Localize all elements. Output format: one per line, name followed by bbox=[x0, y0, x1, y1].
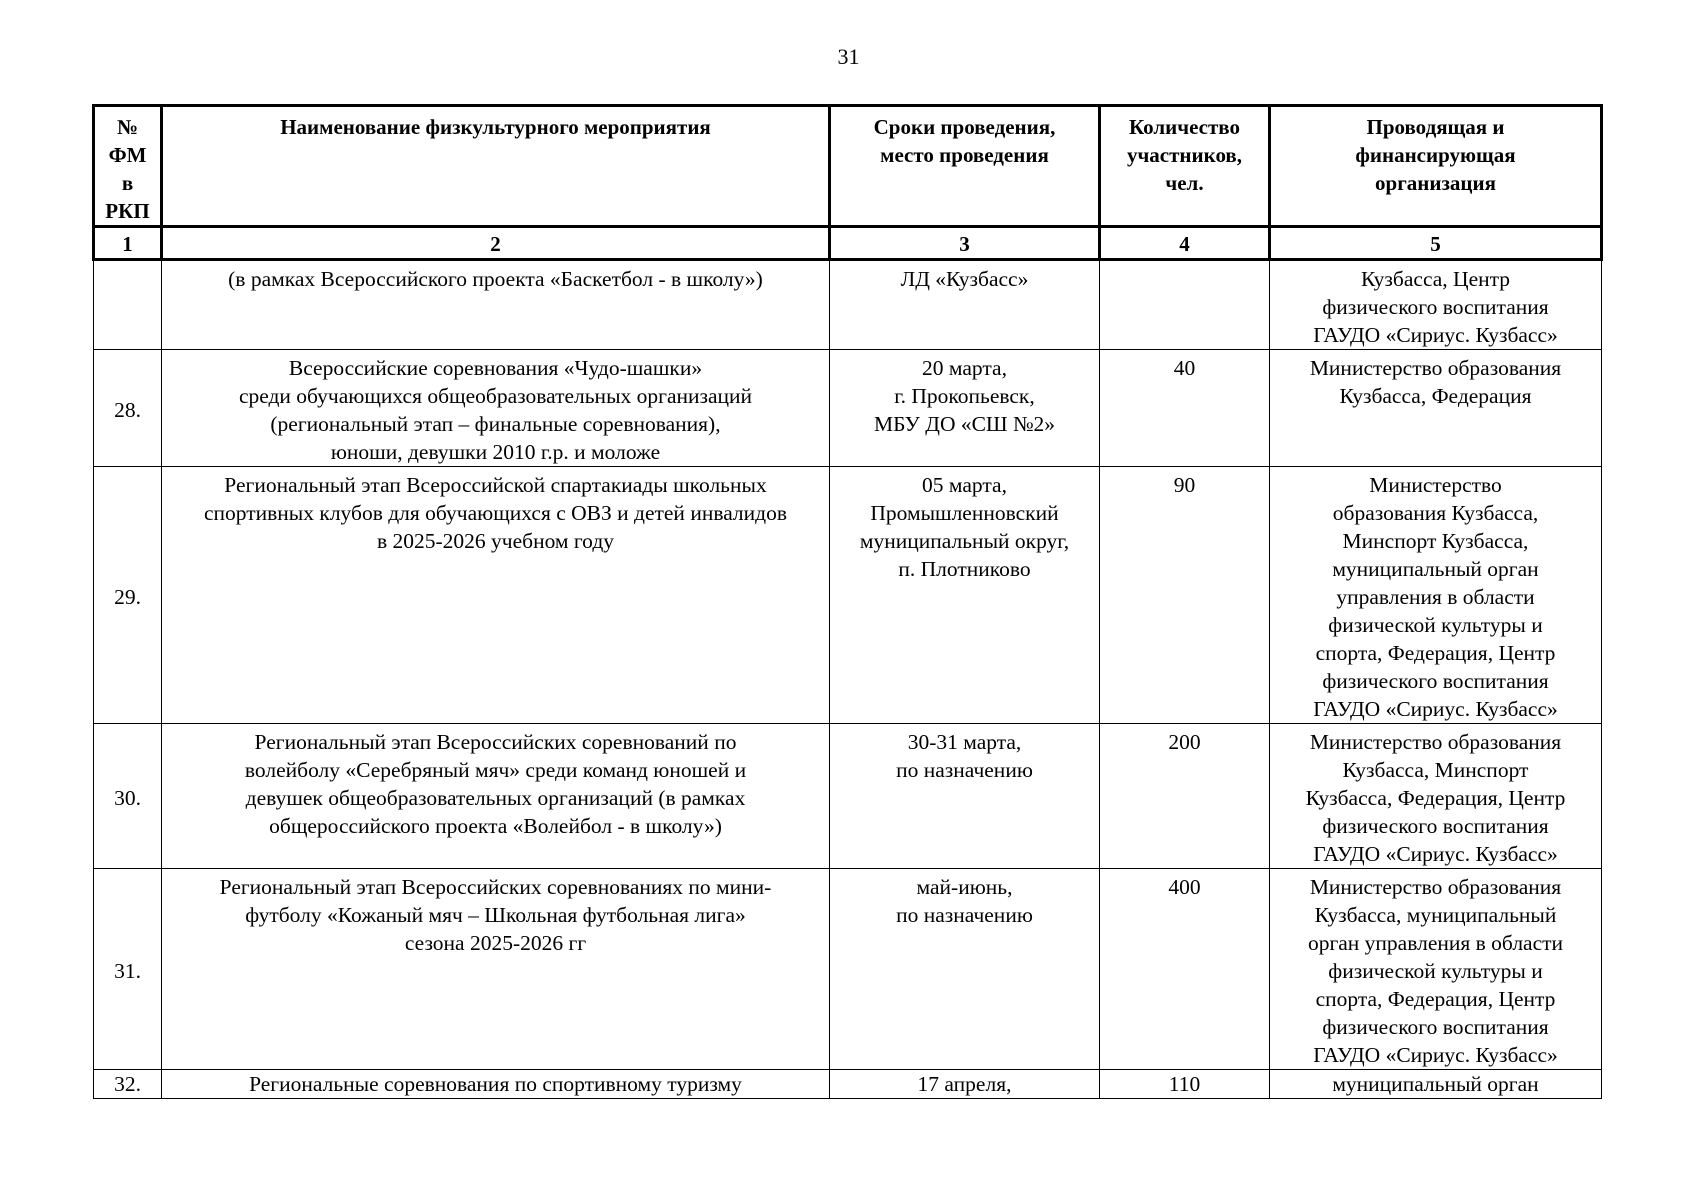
event-name: Всероссийские соревнования «Чудо-шашки» среди обучающихся общеобразовательных организаций (региональный этап – финальные соревнования), юноши, девушки 2010 г.р. и моложе bbox=[162, 350, 830, 467]
organization: Министерство образования Кузбасса, Федерация bbox=[1270, 350, 1602, 467]
row-number: 30. bbox=[94, 724, 162, 869]
table-row bbox=[94, 1070, 1602, 1099]
organization: Министерство образования Кузбасса, муниципальный орган управления в области физической культуры и спорта, Федерация, Центр физического воспитания ГАУДО «Сириус. Кузбасс» bbox=[1270, 869, 1602, 1070]
row-number: 31. bbox=[94, 869, 162, 1070]
header-organization: Проводящая и финансирующая организация bbox=[1270, 106, 1602, 227]
column-number: 1 bbox=[94, 227, 162, 260]
dates-place: ЛД «Кузбасс» bbox=[830, 260, 1100, 350]
row-number: 28. bbox=[94, 350, 162, 467]
column-numbers-row bbox=[94, 227, 1602, 260]
event-name: Региональные соревнования по спортивному туризму bbox=[162, 1070, 830, 1099]
table-row bbox=[94, 350, 1602, 467]
row-number: 32. bbox=[94, 1070, 162, 1099]
column-number: 2 bbox=[162, 227, 830, 260]
header-number: № ФМ в РКП bbox=[94, 106, 162, 227]
table-row bbox=[94, 724, 1602, 869]
header-row bbox=[94, 106, 1602, 227]
organization: муниципальный орган bbox=[1270, 1070, 1602, 1099]
events-table bbox=[92, 104, 1603, 1099]
participants: 200 bbox=[1100, 724, 1270, 869]
event-name: Региональный этап Всероссийской спартакиады школьных спортивных клубов для обучающихся с ОВЗ и детей инвалидов в 2025-2026 учебном году bbox=[162, 467, 830, 724]
dates-place: 20 марта, г. Прокопьевск, МБУ ДО «СШ №2» bbox=[830, 350, 1100, 467]
page-number: 31 bbox=[837, 44, 860, 69]
table-row bbox=[94, 260, 1602, 350]
event-name: Региональный этап Всероссийских соревнованиях по мини- футболу «Кожаный мяч – Школьная футбольная лига» сезона 2025-2026 гг bbox=[162, 869, 830, 1070]
header-dates-place: Сроки проведения, место проведения bbox=[830, 106, 1100, 227]
table-row bbox=[94, 869, 1602, 1070]
event-name: (в рамках Всероссийского проекта «Баскетбол - в школу») bbox=[162, 260, 830, 350]
column-number: 5 bbox=[1270, 227, 1602, 260]
participants: 40 bbox=[1100, 350, 1270, 467]
header-participants: Количество участников, чел. bbox=[1100, 106, 1270, 227]
column-number: 3 bbox=[830, 227, 1100, 260]
row-number bbox=[94, 260, 162, 350]
organization: Министерство образования Кузбасса, Минспорт Кузбасса, Федерация, Центр физического воспитания ГАУДО «Сириус. Кузбасс» bbox=[1270, 724, 1602, 869]
dates-place: май-июнь, по назначению bbox=[830, 869, 1100, 1070]
dates-place: 30-31 марта, по назначению bbox=[830, 724, 1100, 869]
event-name: Региональный этап Всероссийских соревнований по волейболу «Серебряный мяч» среди команд юношей и девушек общеобразовательных организаций (в рамках общероссийского проекта «Волейбол - в школу») bbox=[162, 724, 830, 869]
row-number: 29. bbox=[94, 467, 162, 724]
participants: 110 bbox=[1100, 1070, 1270, 1099]
table-row bbox=[94, 467, 1602, 724]
dates-place: 17 апреля, bbox=[830, 1070, 1100, 1099]
column-number: 4 bbox=[1100, 227, 1270, 260]
organization: Министерство образования Кузбасса, Минспорт Кузбасса, муниципальный орган управления в области физической культуры и спорта, Федерация, Центр физического воспитания ГАУДО «Сириус. Кузбасс» bbox=[1270, 467, 1602, 724]
participants: 90 bbox=[1100, 467, 1270, 724]
header-event-name: Наименование физкультурного мероприятия bbox=[162, 106, 830, 227]
organization: Кузбасса, Центр физического воспитания ГАУДО «Сириус. Кузбасс» bbox=[1270, 260, 1602, 350]
participants: 400 bbox=[1100, 869, 1270, 1070]
dates-place: 05 марта, Промышленновский муниципальный округ, п. Плотниково bbox=[830, 467, 1100, 724]
participants bbox=[1100, 260, 1270, 350]
